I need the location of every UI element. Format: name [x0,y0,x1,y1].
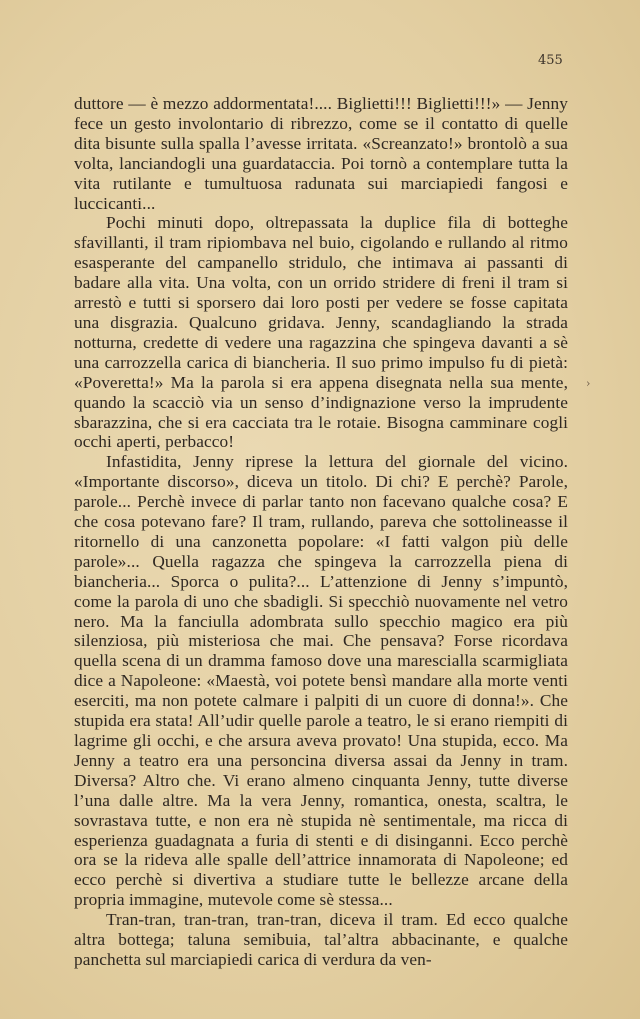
paragraph-3: Infastidita, Jenny riprese la lettura del giornale del vicino. «Importante discorso», diceva un titolo. Di chi? E perchè? Parole, parole... Perchè invece di parlar tanto non facevano qualche cosa? E che cosa potevano fare? Il tram, rullando, pareva che sottolineasse il ritornello di una canzonetta popolare: «I fatti valgon più delle parole»... Quella ragazza che spingeva la carrozzella piena di biancheria... Sporca o pulita?... L’attenzione di Jenny s’impuntò, come la parola di uno che sbadigli. Si specchiò nuovamente nel vetro nero. Ma la fanciulla adombrata sullo specchio magico era più silenziosa, più misteriosa che mai. Che pensava? Forse ricordava quella scena di un dramma famoso dove una marescialla scarmigliata dice a Napoleone: «Maestà, voi potete bensì mandare alla morte venti eserciti, ma non potete calmare i palpiti di un cuore di donna!». Che stupida era stata! All’udir quelle parole a teatro, le si erano riempiti di lagrime gli occhi, e che arsura aveva provato! Una stupida, ecco. Ma Jenny a teatro era una personcina diversa assai da Jenny in tram. Diversa? Altro che. Vi erano almeno cinquanta Jenny, tutte diverse l’una dalle altre. Ma la vera Jenny, romantica, onesta, scaltra, le sovrastava tutte, e non era nè stupida nè sentimentale, ma ricca di esperienza guadagnata a furia di stenti e di disinganni. Ecco perchè ora se la rideva alle spalle dell’attrice innamorata di Napoleone; ed ecco perchè si divertiva a studiare tutte le bellezze arcane della propria immagine, mutevole come sè stessa... [74,452,568,910]
body-text [74,94,568,970]
paragraph-2: Pochi minuti dopo, oltrepassata la duplice fila di botteghe sfavillanti, il tram ripiombava nel buio, cigolando e rullando al ritmo esasperante del campanello stridulo, che intimava ai passanti di badare alla vita. Una volta, con un orrido stridere di freni il tram si arrestò e tutti si sporsero dai loro posti per vedere se fosse capitata una disgrazia. Qualcuno gridava. Jenny, scandagliando la strada notturna, credette di vedere una ragazzina che spingeva davanti a sè una carrozzella carica di biancheria. Il suo primo impulso fu di pietà: «Poveretta!» Ma la parola si era appena disegnata nella sua mente, quando la scacciò via un senso d’indignazione verso la imprudente sbarazzina, che si era cacciata tra le rotaie. Bisogna camminare cogli occhi aperti, perbacco! [74,213,568,452]
page-number: 455 [538,53,563,68]
margin-mark: › [586,377,591,390]
paragraph-4: Tran-tran, tran-tran, tran-tran, diceva il tram. Ed ecco qualche altra bottega; taluna semibuia, tal’altra abbacinante, e qualche panchetta sul marciapiedi carica di verdura da ven- [74,910,568,969]
paragraph-1: duttore — è mezzo addormentata!.... Biglietti!!! Biglietti!!!» — Jenny fece un gesto involontario di ribrezzo, come se il contatto di quelle dita bisunte sulla spalla l’avesse irritata. «Screanzato!» brontolò a sua volta, lanciandogli una guardataccia. Poi tornò a contemplare tutta la vita rutilante e tumultuosa radunata sui marciapiedi fangosi e luccicanti... [74,94,568,213]
